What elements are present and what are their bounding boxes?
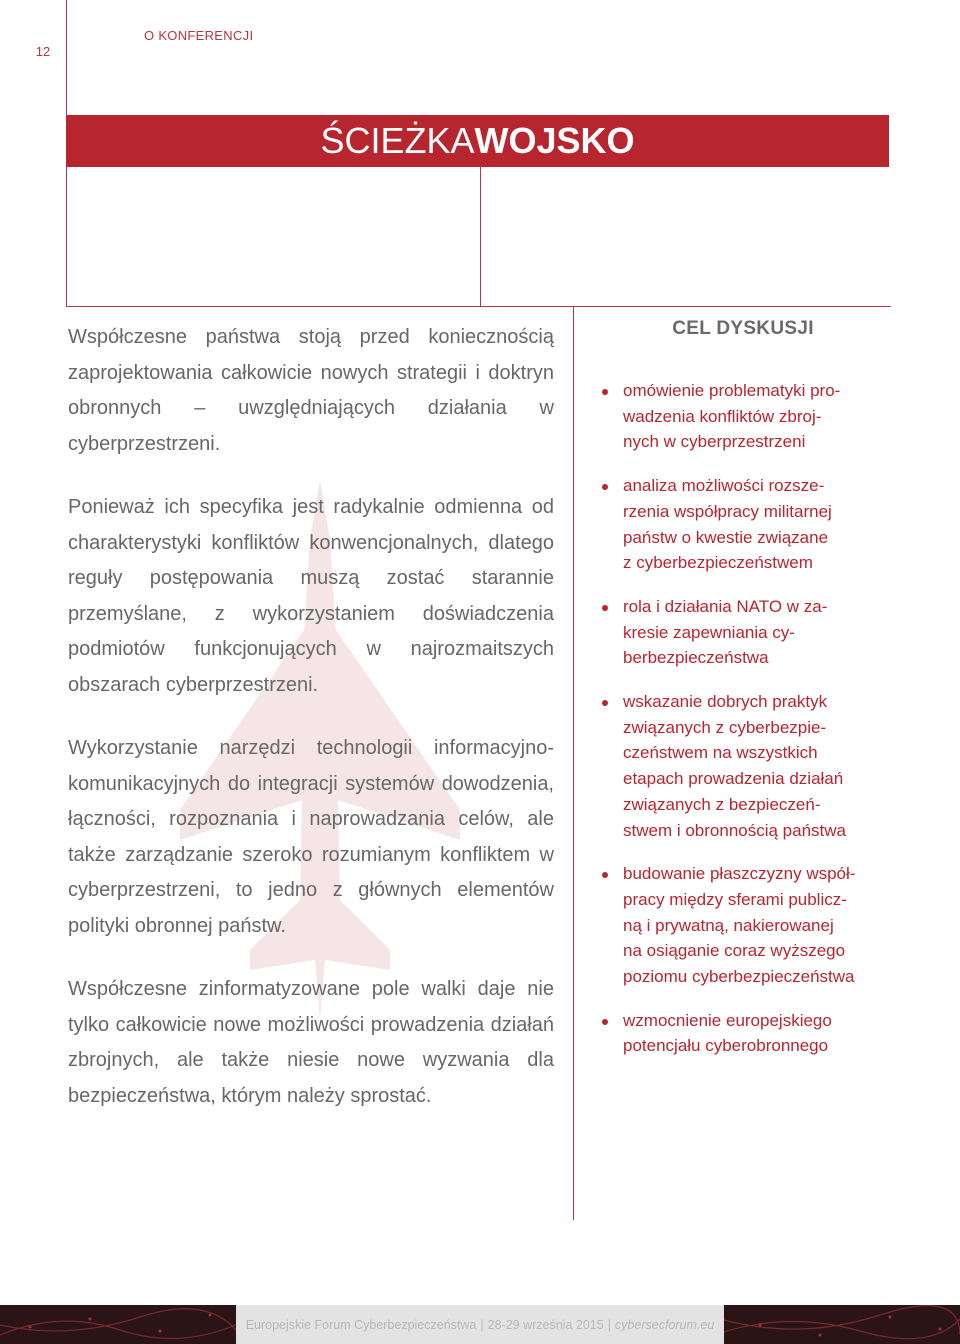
intro-paragraph: Współczesne państwa stoją przed koniecznością zaprojektowania całkowicie nowych strategii i doktryn obronnych – uwzględniających działania w cyberprzestrzeni. (68, 326, 554, 455)
discussion-goals-column (598, 318, 888, 1077)
intro-paragraph: Współczesne zinformatyzowane pole walki daje nie tylko całkowicie nowe możliwości prowadzenia działań zbrojnych, ale także niesie nowe wyzwania dla bezpieczeństwa, którym należy sprostać. (68, 978, 554, 1107)
page-title-banner (66, 115, 889, 167)
divider-line (66, 166, 67, 306)
bullet-icon (602, 700, 608, 706)
goal-text: wzmocnienie europejskiego potencjału cyberobronnego (623, 1010, 832, 1056)
bullet-icon (602, 484, 608, 490)
discussion-goals-title: CEL DYSKUSJI (672, 318, 814, 339)
goal-list-item (598, 594, 888, 671)
goal-text: analiza możliwości rozsze- rzenia współpracy militarnej państw o kwestie związane z cyberbezpieczeństwem (623, 476, 832, 573)
goal-text: omówienie problematyki pro- wadzenia konfliktów zbroj- nych w cyberprzestrzeni (623, 381, 841, 452)
intro-text-column (68, 320, 554, 1142)
page-title-light: ŚCIEŻKA (320, 120, 475, 161)
footer-website: cybersecforum.eu (614, 1317, 715, 1332)
bullet-icon (602, 605, 608, 611)
goal-text: rola i działania NATO w za- kresie zapewniania cy- berbezpieczeństwa (623, 596, 828, 668)
goal-list-item (598, 861, 888, 990)
goal-text: budowanie płaszczyzny współ- pracy między sferami publicz- ną i prywatną, nakierowanej na osiąganie coraz wyższego poziomu cyberbezpieczeństwa (623, 864, 856, 987)
column-divider (573, 306, 574, 1220)
page-title-bold: WOJSKO (474, 120, 635, 161)
footer-event-dates: 28-29 września 2015 (487, 1317, 604, 1332)
goal-list-item (598, 473, 888, 576)
footer-event-name: Europejskie Forum Cyberbezpieczeństwa (245, 1317, 477, 1332)
intro-paragraph: Ponieważ ich specyfika jest radykalnie odmienna od charakterystyki konfliktów konwencjonalnych, dlatego reguły postępowania muszą zostać starannie przemyślane, z wykorzystaniem doświadczenia podmiotów funkcjonujących w najrozmaitszych obszarach cyberprzestrzeni. (68, 496, 554, 696)
bullet-icon (602, 872, 608, 878)
goal-list-item (598, 378, 888, 455)
intro-paragraph: Wykorzystanie narzędzi technologii informacyjno-komunikacyjnych do integracji systemów dowodzenia, łączności, rozpoznania i naprowadzania celów, ale także zarządzanie szeroko rozumianym konfliktem w cyberprzestrzeni, to jedno z głównych elementów polityki obronnej państw. (68, 737, 554, 937)
section-label: O KONFERENCJI (144, 28, 254, 43)
page-number: 12 (35, 44, 51, 59)
goal-text: wskazanie dobrych praktyk związanych z cyberbezpie- czeństwem na wszystkich etapach prowadzenia działań związanych z bezpieczeń- stwem i obronnością państwa (623, 692, 847, 840)
divider-line (480, 166, 481, 306)
goal-list-item (598, 689, 888, 843)
footer-separator: | (607, 1317, 611, 1332)
divider-line (66, 0, 67, 115)
horizontal-divider (66, 306, 891, 307)
footer-event-info (236, 1305, 724, 1344)
bullet-icon (602, 389, 608, 395)
footer-separator: | (480, 1317, 484, 1332)
discussion-goals-list (598, 378, 888, 1059)
goal-list-item (598, 1008, 888, 1059)
bullet-icon (602, 1019, 608, 1025)
